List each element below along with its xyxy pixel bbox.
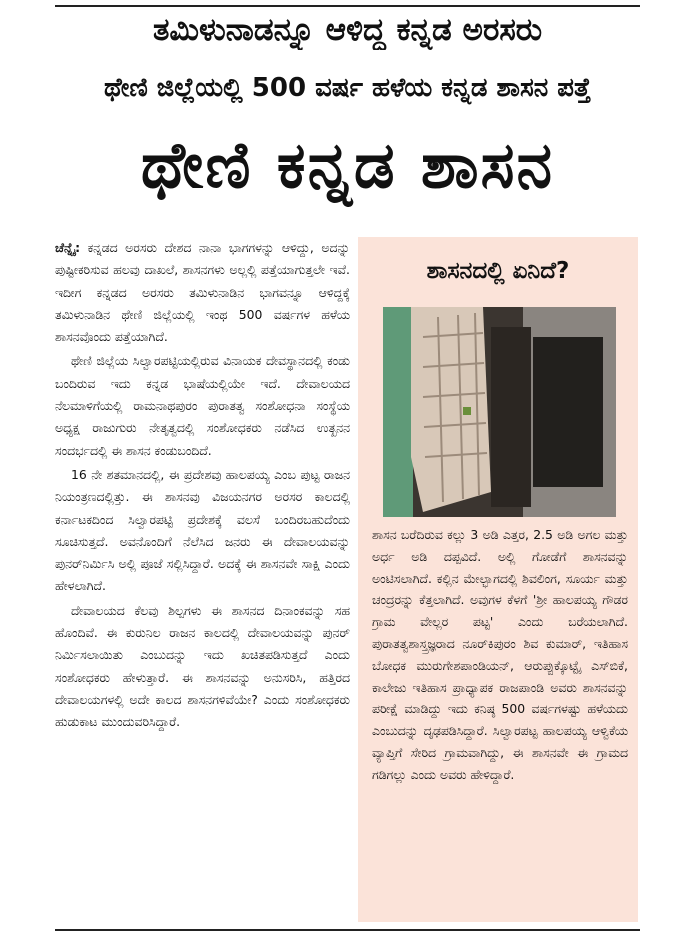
sidebar-box: [358, 237, 638, 922]
sidebar-paragraph: ಶಾಸನ ಬರೆದಿರುವ ಕಲ್ಲು 3 ಅಡಿ ಎತ್ತರ, 2.5 ಅಡಿ ಅಗಲ ಮತ್ತು ಅರ್ಧ ಅಡಿ ದಪ್ಪವಿದೆ. ಅಲ್ಲಿ ಗೋಡೆಗೆ ಶಾಸನವನ್ನು ಅಂಟಿಸಲಾಗಿದೆ. ಕಲ್ಲಿನ ಮೇಲ್ಭಾಗದಲ್ಲಿ ಶಿವಲಿಂಗ, ಸೂರ್ಯ ಮತ್ತು ಚಂದ್ರರನ್ನು ಕೆತ್ತಲಾಗಿದೆ. ಅವುಗಳ ಕೆಳಗೆ 'ಶ್ರೀ ಹಾಲಪಯ್ಯ ಗೌಡರ ಗ್ರಾಮ ವೇಲ್ಲರ ಪಟ್ಟ' ಎಂದು ಬರೆಯಲಾಗಿದೆ. ಪುರಾತತ್ವಶಾಸ್ತ್ರಜ್ಞರಾದ ನೂರ್‌ಕಿಪುರಂ ಶಿವ ಕುಮಾರ್, ಇತಿಹಾಸ ಬೋಧಕ ಮುರುಗೇಶಪಾಂಡಿಯನ್, ಆರುಪ್ಪುಕ್ಕೊಟ್ಟೈ ಎಸ್‌ಬಿಕೆ, ಕಾಲೇಜು ಇತಿಹಾಸ ಪ್ರಾಧ್ಯಾಪಕ ರಾಜಪಾಂಡಿ ಅವರು ಶಾಸನವನ್ನು ಪರೀಕ್ಷೆ ಮಾಡಿದ್ದು ಇದು ಕನಿಷ್ಠ 500 ವರ್ಷಗಳಷ್ಟು ಹಳೆಯದು ಎಂಬುದನ್ನು ದೃಢಪಡಿಸಿದ್ದಾರೆ. ಸಿಲ್ವಾರಪಟ್ಟ ಹಾಲಪಯ್ಯ ಆಳ್ವಿಕೆಯ ವ್ಯಾಪ್ತಿಗೆ ಸೇರಿದ ಗ್ರಾಮವಾಗಿದ್ದು, ಈ ಶಾಸನವೇ ಈ ಗ್ರಾಮದ ಗಡಿಗಲ್ಲು ಎಂದು ಅವರು ಹೇಳಿದ್ದಾರೆ.: [372, 527, 628, 782]
bottom-rule: [55, 929, 640, 931]
sidebar-body: [372, 524, 628, 919]
article-paragraph: [55, 237, 350, 348]
headline-main: ಥೇಣಿ ಕನ್ನಡ ಶಾಸನ: [140, 129, 555, 203]
top-rule: [55, 5, 640, 7]
article-column: [55, 237, 350, 922]
article-paragraph: ದೇವಾಲಯದ ಕೆಲವು ಶಿಲ್ಪಗಳು ಈ ಶಾಸನದ ದಿನಾಂಕವನ್ನು ಸಹ ಹೊಂದಿವೆ. ಈ ಕುರುನಿಲ ರಾಜನ ಕಾಲದಲ್ಲಿ ದೇವಾಲಯವನ್ನು ಪುನರ್ ನಿರ್ಮಿಸಲಾಯಿತು ಎಂಬುದನ್ನು ಇದು ಖಚಿತಪಡಿಸುತ್ತದೆ ಎಂದು ಸಂಶೋಧಕರು ಹೇಳುತ್ತಾರೆ. ಈ ಶಾಸನವನ್ನು ಅನುಸರಿಸಿ, ಹತ್ತಿರದ ದೇವಾಲಯಗಳಲ್ಲಿ ಅದೇ ಕಾಲದ ಶಾಸನಗಳಿವೆಯೇ? ಎಂದು ಸಂಶೋಧಕರು ಹುಡುಕಾಟ ಮುಂದುವರಿಸಿದ್ದಾರೆ.: [55, 602, 350, 730]
article-paragraph-text: ಕನ್ನಡದ ಅರಸರು ದೇಶದ ನಾನಾ ಭಾಗಗಳನ್ನು ಆಳಿದ್ದು, ಅದನ್ನು ಪುಷ್ಟೀಕರಿಸುವ ಹಲವು ದಾಖಲೆ, ಶಾಸನಗಳು ಅಲ್ಲಲ್ಲಿ ಪತ್ತೆಯಾಗುತ್ತಲೇ ಇವೆ. ಇದೀಗ ಕನ್ನಡದ ಅರಸರು ತಮಿಳುನಾಡಿನ ಭಾಗವನ್ನೂ ಆಳಿದ್ದಕ್ಕೆ ತಮಿಳುನಾಡಿನ ಥೇಣಿ ಜಿಲ್ಲೆಯಲ್ಲಿ ಇಂಥ 500 ವರ್ಷಗಳ ಹಳೆಯ ಶಾಸನವೊಂದು ಪತ್ತೆಯಾಗಿದೆ.: [55, 240, 350, 345]
article-paragraph: 16 ನೇ ಶತಮಾನದಲ್ಲಿ, ಈ ಪ್ರದೇಶವು ಹಾಲಪಯ್ಯ ಎಂಬ ಪುಟ್ಟ ರಾಜನ ನಿಯಂತ್ರಣದಲ್ಲಿತ್ತು. ಈ ಶಾಸನವು ವಿಜಯನಗರ ಅರಸರ ಕಾಲದಲ್ಲಿ ಕರ್ನಾಟಕದಿಂದ ಸಿಲ್ವಾರಪಟ್ಟಿ ಪ್ರದೇಶಕ್ಕೆ ವಲಸೆ ಬಂದಿರಬಹುದೆಂದು ಸೂಚಿಸುತ್ತದೆ. ಅವನೊಂದಿಗೆ ನೆಲೆಸಿದ ಜನರು ಈ ದೇವಾಲಯವನ್ನು ಪುನರ್‌ನಿರ್ಮಿಸಿ ಅಲ್ಲಿ ಪೂಜೆ ಸಲ್ಲಿಸಿದ್ದಾರೆ. ಅದಕ್ಕೆ ಈ ಶಾಸನವೇ ಸಾಕ್ಷಿ ಎಂದು ಹೇಳಲಾಗಿದೆ.: [55, 466, 350, 594]
article-paragraph: ಥೇಣಿ ಜಿಲ್ಲೆಯ ಸಿಲ್ವಾರಪಟ್ಟಿಯಲ್ಲಿರುವ ವಿನಾಯಕ ದೇವಸ್ಥಾನದಲ್ಲಿ ಕಂಡು ಬಂದಿರುವ ಇದು ಕನ್ನಡ ಭಾಷೆಯಲ್ಲಿಯೇ ಇದೆ. ದೇವಾಲಯದ ನೆಲಮಾಳಿಗೆಯಲ್ಲಿ ರಾಮನಾಥಪುರಂ ಪುರಾತತ್ವ ಸಂಶೋಧನಾ ಸಂಸ್ಥೆಯ ಅಧ್ಯಕ್ಷ ರಾಜುಗುರು ನೇತೃತ್ವದಲ್ಲಿ ಸಂಶೋಧಕರು ನಡೆಸಿದ ಉತ್ಖನನ ಸಂದರ್ಭದಲ್ಲಿ ಈ ಶಾಸನ ಕಂಡುಬಂದಿದೆ.: [55, 353, 350, 458]
headline-kicker: ತಮಿಳುನಾಡನ್ನೂ ಆಳಿದ್ದ ಕನ್ನಡ ಅರಸರು: [152, 12, 543, 48]
dateline: ಚೆನ್ನೈ:: [55, 240, 81, 255]
headline-subhead: ಥೇಣಿ ಜಿಲ್ಲೆಯಲ್ಲಿ 500 ವರ್ಷ ಹಳೆಯ ಕನ್ನಡ ಶಾಸನ ಪತ್ತೆ: [104, 73, 591, 103]
inscription-stone-illustration: [383, 307, 616, 517]
inscription-photo: [383, 307, 616, 517]
sidebar-title: ಶಾಸನದಲ್ಲಿ ಏನಿದೆ?: [426, 258, 570, 284]
